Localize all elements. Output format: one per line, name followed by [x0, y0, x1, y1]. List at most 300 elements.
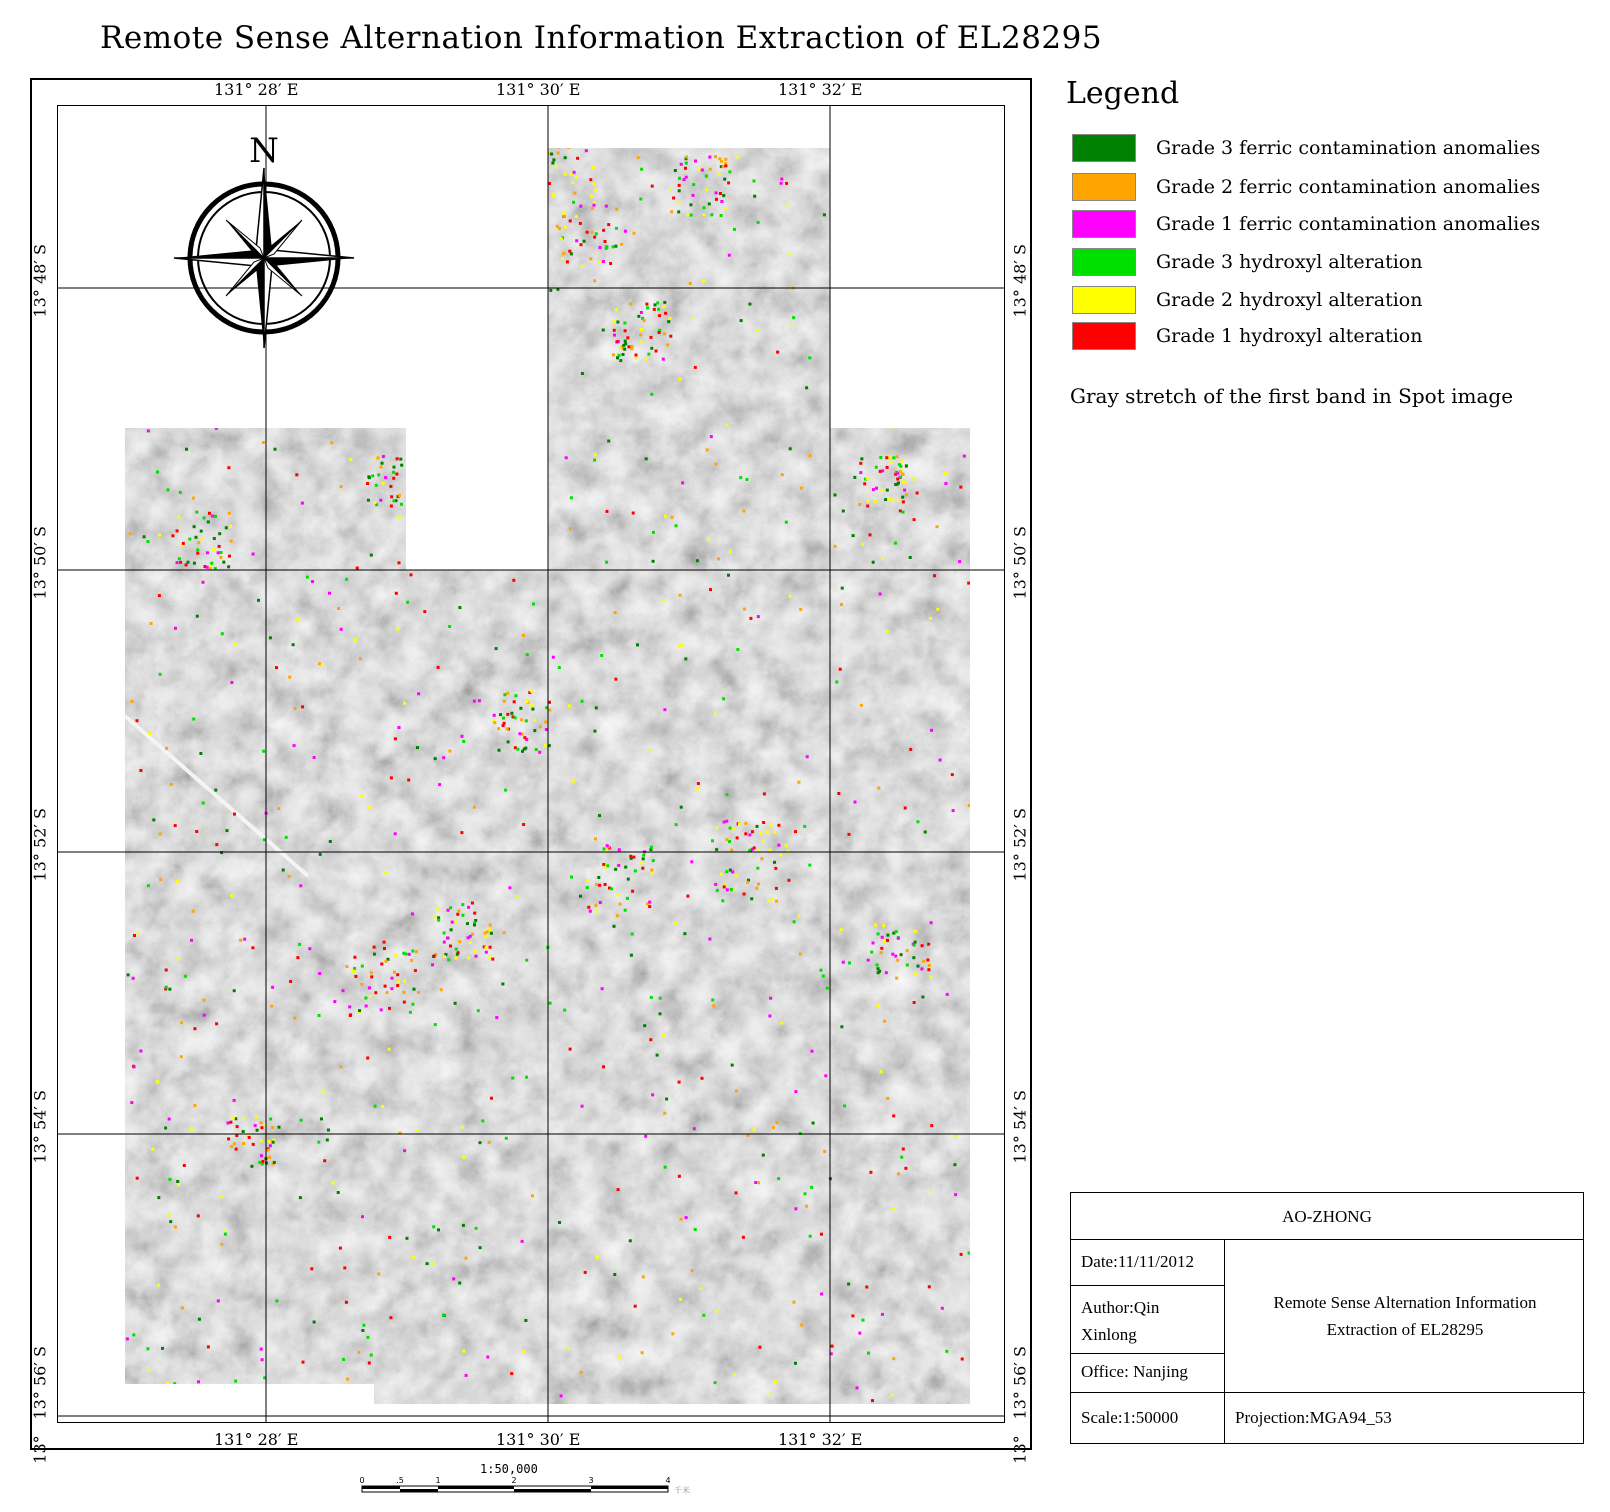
anomaly-pixel	[624, 340, 627, 343]
anomaly-pixel	[151, 1148, 154, 1151]
legend-title: Legend	[1066, 76, 1180, 111]
anomaly-pixel	[687, 213, 690, 216]
anomaly-pixel	[803, 825, 806, 828]
anomaly-pixel	[572, 201, 575, 204]
anomaly-pixel	[617, 1188, 620, 1191]
anomaly-pixel	[475, 1227, 478, 1230]
anomaly-pixel	[843, 1104, 846, 1107]
anomaly-pixel	[523, 178, 526, 181]
anomaly-pixel	[769, 1393, 772, 1396]
anomaly-pixel	[354, 638, 357, 641]
anomaly-pixel	[433, 916, 436, 919]
anomaly-pixel	[567, 1347, 570, 1350]
anomaly-pixel	[473, 806, 476, 809]
anomaly-pixel	[823, 213, 826, 216]
anomaly-pixel	[410, 451, 413, 454]
anomaly-pixel	[616, 321, 619, 324]
anomaly-pixel	[810, 1186, 813, 1189]
anomaly-pixel	[743, 608, 746, 611]
anomaly-pixel	[640, 311, 643, 314]
anomaly-pixel	[895, 930, 898, 933]
anomaly-pixel	[366, 1336, 369, 1339]
anomaly-pixel	[603, 847, 606, 850]
anomaly-pixel	[330, 441, 333, 444]
anomaly-pixel	[406, 601, 409, 604]
anomaly-pixel	[669, 189, 672, 192]
anomaly-pixel	[590, 141, 593, 144]
anomaly-pixel	[333, 389, 336, 392]
anomaly-pixel	[395, 592, 398, 595]
legend-swatch	[1072, 248, 1136, 276]
anomaly-pixel	[892, 456, 895, 459]
anomaly-pixel	[195, 511, 198, 514]
anomaly-pixel	[776, 1121, 779, 1124]
anomaly-pixel	[239, 939, 242, 942]
anomaly-pixel	[896, 959, 899, 962]
left-latitude-label: 13° 56′ S	[30, 1346, 50, 1420]
anomaly-pixel	[390, 269, 393, 272]
anomaly-pixel	[410, 481, 413, 484]
anomaly-pixel	[449, 945, 452, 948]
anomaly-pixel	[447, 909, 450, 912]
anomaly-pixel	[685, 162, 688, 165]
legend-swatch	[1072, 210, 1136, 238]
anomaly-pixel	[242, 1130, 245, 1133]
anomaly-pixel	[715, 463, 718, 466]
anomaly-pixel	[215, 1022, 218, 1025]
anomaly-pixel	[301, 705, 304, 708]
anomaly-pixel	[808, 864, 811, 867]
anomaly-pixel	[294, 707, 297, 710]
anomaly-pixel	[629, 1239, 632, 1242]
anomaly-pixel	[787, 879, 790, 882]
anomaly-pixel	[356, 567, 359, 570]
anomaly-pixel	[822, 975, 825, 978]
anomaly-pixel	[601, 987, 604, 990]
anomaly-pixel	[513, 700, 516, 703]
anomaly-pixel	[227, 1137, 230, 1140]
anomaly-pixel	[842, 961, 845, 964]
anomaly-pixel	[402, 991, 405, 994]
anomaly-pixel	[370, 554, 373, 557]
anomaly-pixel	[756, 867, 759, 870]
anomaly-pixel	[544, 721, 547, 724]
anomaly-pixel	[622, 353, 625, 356]
anomaly-pixel	[606, 844, 609, 847]
anomaly-pixel	[164, 1127, 167, 1130]
anomaly-pixel	[592, 166, 595, 169]
anomaly-pixel	[342, 1358, 345, 1361]
anomaly-pixel	[738, 823, 741, 826]
anomaly-pixel	[178, 276, 181, 279]
anomaly-pixel	[678, 1175, 681, 1178]
anomaly-pixel	[260, 1348, 263, 1351]
anomaly-pixel	[251, 946, 254, 949]
anomaly-pixel	[928, 1285, 931, 1288]
anomaly-pixel	[486, 930, 489, 933]
anomaly-pixel	[159, 878, 162, 881]
anomaly-pixel	[224, 1233, 227, 1236]
anomaly-pixel	[388, 1048, 391, 1051]
anomaly-pixel	[379, 499, 382, 502]
anomaly-pixel	[230, 681, 233, 684]
anomaly-pixel	[831, 1345, 834, 1348]
anomaly-pixel	[712, 1004, 715, 1007]
anomaly-pixel	[473, 912, 476, 915]
anomaly-pixel	[895, 977, 898, 980]
anomaly-pixel	[185, 448, 188, 451]
legend-label: Grade 2 hydroxyl alteration	[1156, 289, 1423, 311]
anomaly-pixel	[633, 232, 636, 235]
anomaly-pixel	[724, 207, 727, 210]
anomaly-pixel	[199, 752, 202, 755]
anomaly-pixel	[360, 305, 363, 308]
anomaly-pixel	[385, 960, 388, 963]
anomaly-pixel	[604, 883, 607, 886]
anomaly-pixel	[525, 719, 528, 722]
anomaly-pixel	[388, 1236, 391, 1239]
anomaly-pixel	[719, 192, 722, 195]
anomaly-pixel	[306, 576, 309, 579]
anomaly-pixel	[857, 189, 860, 192]
anomaly-pixel	[434, 1023, 437, 1026]
top-longitude-label: 131° 28′ E	[214, 80, 299, 99]
anomaly-pixel	[663, 305, 666, 308]
anomaly-pixel	[523, 1350, 526, 1353]
anomaly-pixel	[368, 986, 371, 989]
anomaly-pixel	[581, 372, 584, 375]
anomaly-pixel	[612, 245, 615, 248]
anomaly-pixel	[954, 1193, 957, 1196]
anomaly-pixel	[762, 821, 765, 824]
anomaly-pixel	[780, 182, 783, 185]
anomaly-pixel	[880, 1070, 883, 1073]
anomaly-pixel	[644, 1135, 647, 1138]
anomaly-pixel	[837, 348, 840, 351]
anomaly-pixel	[352, 970, 355, 973]
anomaly-pixel	[725, 423, 728, 426]
anomaly-pixel	[227, 565, 230, 568]
anomaly-pixel	[656, 302, 659, 305]
anomaly-pixel	[229, 1121, 232, 1124]
anomaly-pixel	[854, 801, 857, 804]
anomaly-pixel	[593, 236, 596, 239]
anomaly-pixel	[288, 676, 291, 679]
anomaly-pixel	[735, 874, 738, 877]
anomaly-pixel	[599, 246, 602, 249]
anomaly-pixel	[877, 1004, 880, 1007]
anomaly-pixel	[460, 831, 463, 834]
anomaly-pixel	[489, 436, 492, 439]
anomaly-pixel	[905, 493, 908, 496]
anomaly-pixel	[944, 482, 947, 485]
anomaly-pixel	[759, 832, 762, 835]
anomaly-pixel	[518, 732, 521, 735]
anomaly-pixel	[467, 906, 470, 909]
scale-tick: 1	[435, 1476, 441, 1485]
anomaly-pixel	[150, 622, 153, 625]
anomaly-pixel	[380, 465, 383, 468]
anomaly-pixel	[874, 500, 877, 503]
anomaly-pixel	[558, 1221, 561, 1224]
anomaly-pixel	[930, 921, 933, 924]
anomaly-pixel	[192, 718, 195, 721]
anomaly-pixel	[907, 248, 910, 251]
anomaly-pixel	[715, 198, 718, 201]
anomaly-pixel	[753, 180, 756, 183]
anomaly-pixel	[880, 489, 883, 492]
anomaly-pixel	[647, 353, 650, 356]
anomaly-pixel	[530, 704, 533, 707]
anomaly-pixel	[141, 284, 144, 287]
anomaly-pixel	[777, 824, 780, 827]
anomaly-pixel	[735, 1191, 738, 1194]
anomaly-pixel	[614, 611, 617, 614]
anomaly-pixel	[370, 975, 373, 978]
anomaly-pixel	[909, 556, 912, 559]
anomaly-pixel	[663, 708, 666, 711]
anomaly-pixel	[614, 678, 617, 681]
anomaly-pixel	[569, 219, 572, 222]
anomaly-pixel	[724, 158, 727, 161]
anomaly-pixel	[364, 997, 367, 1000]
anomaly-pixel	[395, 954, 398, 957]
anomaly-pixel	[200, 537, 203, 540]
anomaly-pixel	[914, 973, 917, 976]
anomaly-pixel	[480, 464, 483, 467]
anomaly-pixel	[968, 804, 971, 807]
anomaly-pixel	[886, 934, 889, 937]
anomaly-pixel	[862, 1319, 865, 1322]
anomaly-pixel	[407, 465, 410, 468]
anomaly-pixel	[530, 690, 533, 693]
anomaly-pixel	[613, 329, 616, 332]
legend-note: Gray stretch of the first band in Spot image	[1070, 384, 1514, 408]
map-title: Remote Sense Alternation Information Extraction of EL28295	[100, 20, 1103, 56]
anomaly-pixel	[793, 920, 796, 923]
anomaly-pixel	[643, 319, 646, 322]
anomaly-pixel	[340, 193, 343, 196]
anomaly-pixel	[614, 868, 617, 871]
anomaly-pixel	[756, 329, 759, 332]
anomaly-pixel	[624, 866, 627, 869]
anomaly-pixel	[167, 1214, 170, 1217]
anomaly-pixel	[438, 783, 441, 786]
anomaly-pixel	[408, 472, 411, 475]
anomaly-pixel	[176, 1180, 179, 1183]
anomaly-pixel	[146, 1347, 149, 1350]
anomaly-pixel	[753, 195, 756, 198]
anomaly-pixel	[132, 977, 135, 980]
anomaly-pixel	[595, 883, 598, 886]
anomaly-pixel	[531, 708, 534, 711]
anomaly-pixel	[493, 714, 496, 717]
anomaly-pixel	[677, 210, 680, 213]
anomaly-pixel	[723, 821, 726, 824]
anomaly-pixel	[218, 532, 221, 535]
anomaly-pixel	[563, 1009, 566, 1012]
anomaly-pixel	[319, 853, 322, 856]
anomaly-pixel	[941, 1307, 944, 1310]
legend-swatch	[1072, 173, 1136, 201]
anomaly-pixel	[722, 697, 725, 700]
anomaly-pixel	[717, 557, 720, 560]
anomaly-pixel	[756, 825, 759, 828]
anomaly-pixel	[875, 466, 878, 469]
anomaly-pixel	[139, 1050, 142, 1053]
anomaly-pixel	[509, 538, 512, 541]
anomaly-pixel	[773, 861, 776, 864]
anomaly-pixel	[360, 983, 363, 986]
anomaly-pixel	[865, 257, 868, 260]
anomaly-pixel	[158, 594, 161, 597]
anomaly-pixel	[615, 227, 618, 230]
anomaly-pixel	[645, 457, 648, 460]
anomaly-pixel	[136, 1177, 139, 1180]
legend-label: Grade 1 hydroxyl alteration	[1156, 325, 1423, 347]
anomaly-pixel	[179, 561, 182, 564]
anomaly-pixel	[877, 932, 880, 935]
anomaly-pixel	[295, 473, 298, 476]
anomaly-pixel	[555, 165, 558, 168]
anomaly-pixel	[523, 748, 526, 751]
anomaly-pixel	[481, 261, 484, 264]
anomaly-pixel	[206, 566, 209, 569]
anomaly-pixel	[961, 1358, 964, 1361]
anomaly-pixel	[383, 941, 386, 944]
anomaly-pixel	[293, 1017, 296, 1020]
anomaly-pixel	[651, 1093, 654, 1096]
anomaly-pixel	[788, 253, 791, 256]
anomaly-pixel	[883, 1020, 886, 1023]
anomaly-pixel	[481, 480, 484, 483]
anomaly-pixel	[580, 243, 583, 246]
anomaly-pixel	[520, 183, 523, 186]
anomaly-pixel	[296, 304, 299, 307]
anomaly-pixel	[617, 894, 620, 897]
anomaly-pixel	[570, 252, 573, 255]
left-latitude-label: 13° 48′ S	[30, 244, 50, 318]
scale-bar	[362, 1486, 668, 1492]
anomaly-pixel	[181, 1306, 184, 1309]
anomaly-pixel	[858, 1332, 861, 1335]
anomaly-pixel	[203, 999, 206, 1002]
anomaly-pixel	[702, 279, 705, 282]
anomaly-pixel	[671, 516, 674, 519]
anomaly-pixel	[702, 206, 705, 209]
anomaly-pixel	[570, 876, 573, 879]
legend-label: Grade 3 hydroxyl alteration	[1156, 251, 1423, 273]
anomaly-pixel	[722, 165, 725, 168]
anomaly-pixel	[456, 913, 459, 916]
anomaly-pixel	[862, 401, 865, 404]
anomaly-pixel	[589, 910, 592, 913]
anomaly-pixel	[650, 336, 653, 339]
anomaly-pixel	[916, 492, 919, 495]
anomaly-pixel	[370, 1354, 373, 1357]
anomaly-pixel	[516, 748, 519, 751]
anomaly-pixel	[637, 315, 640, 318]
anomaly-pixel	[858, 503, 861, 506]
anomaly-pixel	[896, 478, 899, 481]
anomaly-pixel	[369, 995, 372, 998]
anomaly-pixel	[742, 1236, 745, 1239]
anomaly-pixel	[398, 561, 401, 564]
anomaly-pixel	[342, 989, 345, 992]
anomaly-pixel	[792, 316, 795, 319]
anomaly-pixel	[642, 857, 645, 860]
anomaly-pixel	[408, 953, 411, 956]
anomaly-pixel	[243, 1117, 246, 1120]
anomaly-pixel	[962, 215, 965, 218]
anomaly-pixel	[605, 205, 608, 208]
anomaly-pixel	[757, 1181, 760, 1184]
anomaly-pixel	[165, 747, 168, 750]
anomaly-pixel	[357, 1351, 360, 1354]
anomaly-pixel	[491, 512, 494, 515]
north-arrow-icon	[174, 168, 354, 348]
anomaly-pixel	[497, 727, 500, 730]
anomaly-pixel	[157, 1196, 160, 1199]
anomaly-pixel	[361, 965, 364, 968]
anomaly-pixel	[913, 196, 916, 199]
anomaly-pixel	[914, 930, 917, 933]
anomaly-pixel	[757, 849, 760, 852]
anomaly-pixel	[811, 1050, 814, 1053]
top-longitude-label: 131° 32′ E	[778, 80, 863, 99]
anomaly-pixel	[916, 820, 919, 823]
anomaly-pixel	[886, 939, 889, 942]
anomaly-pixel	[465, 1374, 468, 1377]
anomaly-pixel	[227, 1122, 230, 1125]
anomaly-pixel	[840, 928, 843, 931]
anomaly-pixel	[423, 610, 426, 613]
left-latitude-label: 13° 50′ S	[30, 526, 50, 600]
anomaly-pixel	[593, 138, 596, 141]
anomaly-pixel	[870, 951, 873, 954]
anomaly-pixel	[360, 795, 363, 798]
anomaly-pixel	[359, 377, 362, 380]
anomaly-pixel	[527, 182, 530, 185]
anomaly-pixel	[207, 520, 210, 523]
anomaly-pixel	[762, 1154, 765, 1157]
anomaly-pixel	[648, 901, 651, 904]
anomaly-pixel	[805, 386, 808, 389]
anomaly-pixel	[936, 333, 939, 336]
anomaly-pixel	[557, 152, 560, 155]
anomaly-pixel	[396, 457, 399, 460]
anomaly-pixel	[609, 262, 612, 265]
anomaly-pixel	[604, 240, 607, 243]
anomaly-pixel	[461, 735, 464, 738]
anomaly-pixel	[254, 1124, 257, 1127]
title-block-description: Remote Sense Alternation Information Extraction of EL28295	[1273, 1293, 1537, 1339]
anomaly-pixel	[274, 448, 277, 451]
anomaly-pixel	[189, 366, 192, 369]
anomaly-pixel	[458, 606, 461, 609]
anomaly-pixel	[692, 194, 695, 197]
anomaly-pixel	[409, 1011, 412, 1014]
anomaly-pixel	[416, 1129, 419, 1132]
anomaly-pixel	[899, 509, 902, 512]
anomaly-pixel	[616, 914, 619, 917]
anomaly-pixel	[867, 1352, 870, 1355]
anomaly-pixel	[488, 928, 491, 931]
anomaly-pixel	[842, 510, 845, 513]
anomaly-pixel	[744, 822, 747, 825]
anomaly-pixel	[606, 510, 609, 513]
anomaly-pixel	[473, 167, 476, 170]
